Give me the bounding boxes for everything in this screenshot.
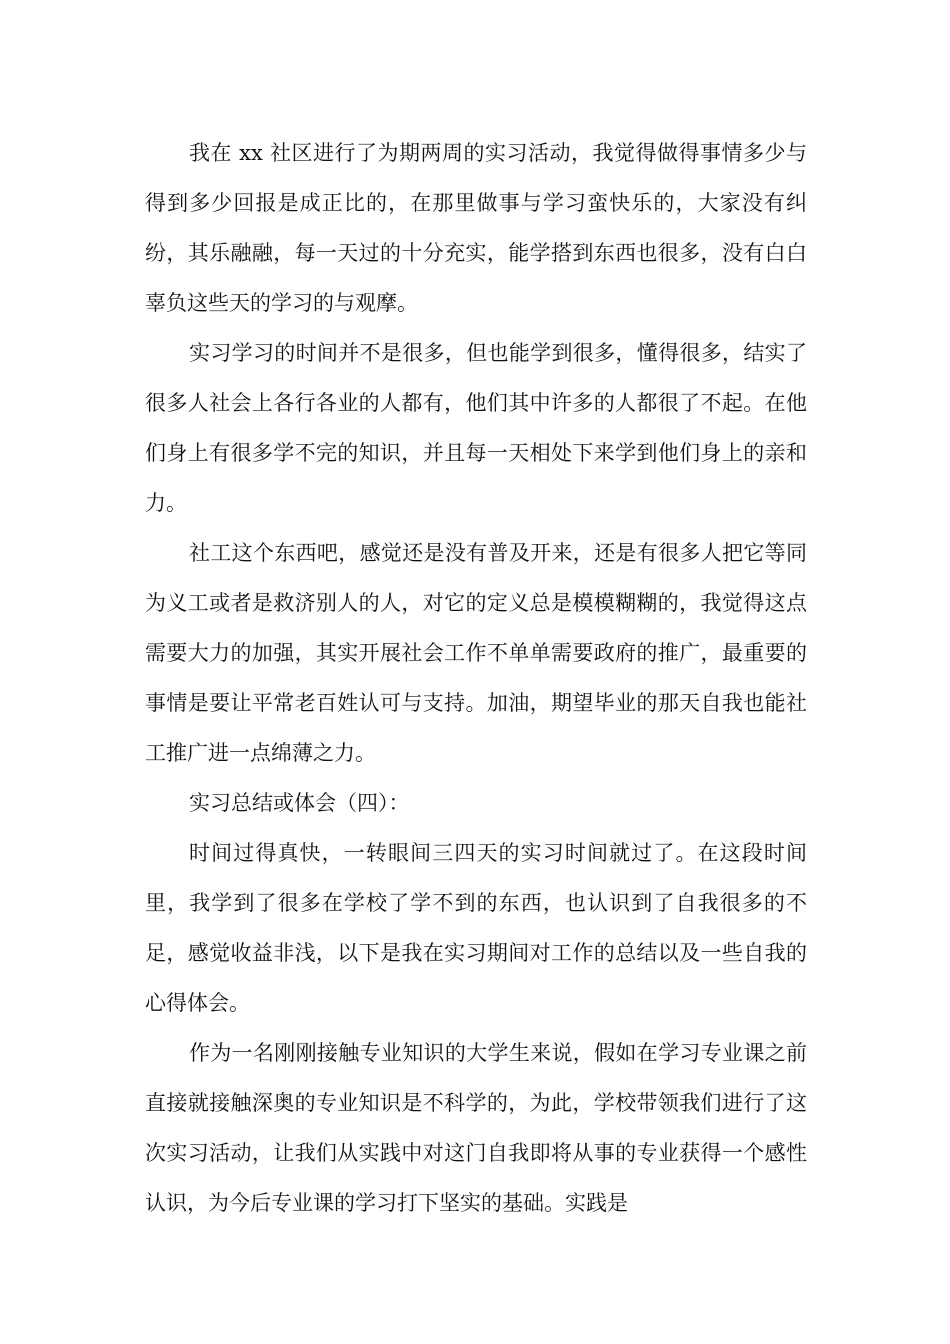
paragraph: 社工这个东西吧，感觉还是没有普及开来，还是有很多人把它等同为义工或者是救济别人的人，对它的定义总是模模糊糊的，我觉得这点需要大力的加强，其实开展社会工作不单单需要政府的推广，最重要的事情是要让平常老百姓认可与支持。加油，期望毕业的那天自我也能社工推广进一点绵薄之力。: [145, 541, 807, 765]
section-heading: 实习总结或体会（四）：: [189, 791, 410, 815]
document-body: [145, 128, 807, 1228]
paragraph: 作为一名刚刚接触专业知识的大学生来说，假如在学习专业课之前直接就接触深奥的专业知识是不科学的，为此，学校带领我们进行了这次实习活动，让我们从实践中对这门自我即将从事的专业获得一个感性认识，为今后专业课的学习打下坚实的基础。实践是: [145, 1041, 807, 1215]
paragraph: 时间过得真快，一转眼间三四天的实习时间就过了。在这段时间里，我学到了很多在学校了学不到的东西，也认识到了自我很多的不足，感觉收益非浅，以下是我在实习期间对工作的总结以及一些自我的心得体会。: [145, 841, 807, 1015]
paragraph: 我在 xx 社区进行了为期两周的实习活动，我觉得做得事情多少与得到多少回报是成正比的，在那里做事与学习蛮快乐的，大家没有纠纷，其乐融融，每一天过的十分充实，能学搭到东西也很多，没有白白辜负这些天的学习的与观摩。: [145, 141, 807, 315]
paragraph: 实习学习的时间并不是很多，但也能学到很多，懂得很多，结实了很多人社会上各行各业的人都有，他们其中许多的人都很了不起。在他们身上有很多学不完的知识，并且每一天相处下来学到他们身上的亲和力。: [145, 341, 807, 515]
